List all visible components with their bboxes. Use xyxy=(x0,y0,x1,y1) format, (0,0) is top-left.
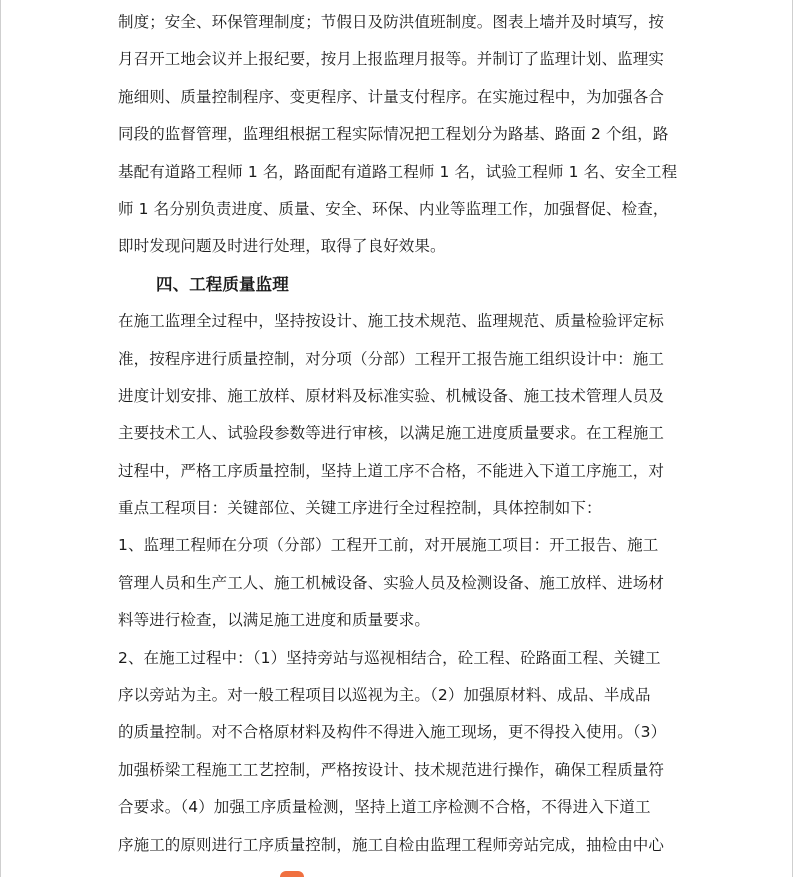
body-line: 料等进行检查，以满足施工进度和质量要求。 xyxy=(118,611,431,630)
page-left-edge xyxy=(0,0,1,877)
body-line: 师 1 名分别负责进度、质量、安全、环保、内业等监理工作，加强督促、检查， xyxy=(118,199,669,218)
body-line: 2、在施工过程中：（1）坚持旁站与巡视相结合，砼工程、砼路面工程、关键工 xyxy=(118,648,661,667)
body-line: 加强桥梁工程施工工艺控制，严格按设计、技术规范进行操作，确保工程质量符 xyxy=(118,760,665,779)
body-line: 重点工程项目：关键部位、关键工序进行全过程控制，具体控制如下： xyxy=(118,499,602,518)
document-body xyxy=(118,4,678,864)
body-line: 序以旁站为主。对一般工程项目以巡视为主。（2）加强原材料、成品、半成品 xyxy=(118,686,651,705)
body-line: 合要求。（4）加强工序质量检测，坚持上道工序检测不合格，不得进入下道工 xyxy=(118,798,651,817)
orange-shape-mark xyxy=(280,871,304,877)
body-line: 管理人员和生产工人、施工机械设备、实验人员及检测设备、施工放样、进场材 xyxy=(118,573,665,592)
section-heading: 四、工程质量监理 xyxy=(156,274,289,294)
body-line: 施细则、质量控制程序、变更程序、计量支付程序。在实施过程中，为加强各合 xyxy=(118,87,665,106)
body-line: 同段的监督管理，监理组根据工程实际情况把工程划分为路基、路面 2 个组，路 xyxy=(118,125,669,144)
body-line: 的质量控制。对不合格原材料及构件不得进入施工现场，更不得投入使用。（3） xyxy=(118,723,667,742)
body-line: 在施工监理全过程中，坚持按设计、施工技术规范、监理规范、质量检验评定标 xyxy=(118,312,665,331)
body-line: 即时发现问题及时进行处理，取得了良好效果。 xyxy=(118,237,446,256)
body-line: 1、监理工程师在分项（分部）工程开工前，对开展施工项目：开工报告、施工 xyxy=(118,536,659,555)
body-line: 序施工的原则进行工序质量控制，施工自检由监理工程师旁站完成，抽检由中心 xyxy=(118,835,665,854)
body-line: 过程中，严格工序质量控制，坚持上道工序不合格，不能进入下道工序施工，对 xyxy=(118,461,665,480)
body-line: 进度计划安排、施工放样、原材料及标准实验、机械设备、施工技术管理人员及 xyxy=(118,386,665,405)
body-line: 月召开工地会议并上报纪要，按月上报监理月报等。并制订了监理计划、监理实 xyxy=(118,50,665,69)
body-line: 基配有道路工程师 1 名，路面配有道路工程师 1 名，试验工程师 1 名、安全工程 xyxy=(118,162,678,181)
body-line: 主要技术工人、试验段参数等进行审核，以满足施工进度质量要求。在工程施工 xyxy=(118,424,665,443)
body-line: 制度；安全、环保管理制度；节假日及防洪值班制度。图表上墙并及时填写，按 xyxy=(118,13,665,31)
body-line: 准，按程序进行质量控制，对分项（分部）工程开工报告施工组织设计中：施工 xyxy=(118,349,665,368)
